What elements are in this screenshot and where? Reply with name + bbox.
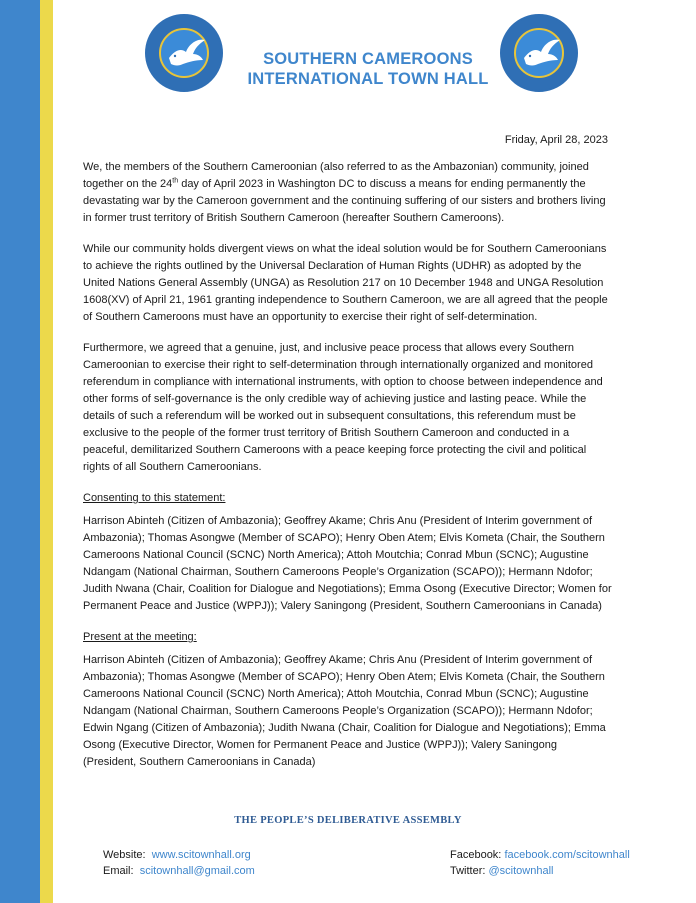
consenting-names: Harrison Abinteh (Citizen of Ambazonia); Geoffrey Akame; Chris Anu (President of Interim government of Ambazonia); Thomas Asongwe (Member of SCAPO); Henry Oben Atem; Elvis Kometa (Chair, the Southern Cameroons National Council (SCNC) North America); Attoh Moutchia; Conrad Mbun (SCNC); Augustine Ndangam (National Chairman, Southern Cameroons People’s Organization (SCAPO)); Hermann Ndofor; Judith Nwana (Chair, Coalition for Dialogue and Negotiations); Emma Osong (Executive Director; Women for Permanent Peace and Justice (WPPJ)); Valery Saningong (President, Southern Cameroonians in Canada) bbox=[83, 515, 612, 612]
paragraph-intro-text-cont: day of April 2023 in Washington DC to discuss a means for ending permanently the devastating war by the Cameroon government and the continuing suffering of our sisters and brothers living in former trust territory of British Southern Cameroon (hereafter Southern Cameroons). bbox=[83, 178, 606, 224]
org-title-line2: INTERNATIONAL TOWN HALL bbox=[247, 70, 489, 88]
twitter-link[interactable]: @scitownhall bbox=[488, 865, 554, 877]
paragraph-rights: While our community holds divergent views on what the ideal solution would be for Southern Cameroonians to achieve the rights outlined by the Universal Declaration of Human Rights (UDHR) as adopted by the United Nations General Assembly (UNGA) as Resolution 217 on 10 December 1948 and UNGA Resolution 1608(XV) of April 21, 1961 granting independence to Southern Cameroon, we are all agreed that the people of Southern Cameroons must have an opportunity to exercise their right of self-determination. bbox=[83, 243, 608, 323]
paragraph-intro bbox=[83, 159, 613, 227]
contact-left bbox=[103, 847, 255, 879]
dove-icon bbox=[161, 28, 211, 78]
email-link[interactable]: scitownhall@gmail.com bbox=[139, 865, 255, 877]
website-label: Website: bbox=[103, 849, 146, 861]
present-heading: Present at the meeting: bbox=[83, 631, 197, 643]
present-names: Harrison Abinteh (Citizen of Ambazonia); Geoffrey Akame; Chris Anu (President of Interim government of Ambazonia); Thomas Asongwe (Member of SCAPO); Henry Oben Atem; Elvis Kometa (Chair, the Southern Cameroons National Council (SCNC) North America); Attoh Moutchia, Conrad Mbun (SCNC); Augustine Ndangam (National Chairman, Southern Cameroons People’s Organization (SCAPO)); Hermann Ndofor; Edwin Ngang (Citizen of Ambazonia); Judith Nwana (Chair, Coalition for Dialogue and Negotiations); Emma Osong (Executive Director, Women for Permanent Peace and Justice (WPPJ)); Valery Saningong (President, Southern Cameroonians in Canada) bbox=[83, 654, 606, 768]
left-blue-stripe bbox=[0, 0, 40, 903]
left-yellow-stripe bbox=[40, 0, 53, 903]
website-link[interactable]: www.scitownhall.org bbox=[151, 849, 251, 861]
org-title bbox=[238, 49, 498, 89]
consenting-heading: Consenting to this statement: bbox=[83, 492, 226, 504]
statement-body bbox=[83, 159, 613, 785]
email-label: Email: bbox=[103, 865, 134, 877]
dove-seal-logo-right bbox=[500, 14, 578, 92]
dove-seal-logo-left bbox=[145, 14, 223, 92]
paragraph-intro-text: We, the members of the Southern Cameroonian (also referred to as the Ambazonian) community, joined together on the 24 bbox=[83, 161, 589, 190]
facebook-label: Facebook: bbox=[450, 849, 502, 861]
twitter-label: Twitter: bbox=[450, 865, 486, 877]
assembly-title: THE PEOPLE’S DELIBERATIVE ASSEMBLY bbox=[234, 815, 462, 826]
contact-right bbox=[450, 847, 630, 879]
statement-date: Friday, April 28, 2023 bbox=[504, 134, 608, 146]
org-title-line1: SOUTHERN CAMEROONS bbox=[263, 50, 473, 68]
paragraph-referendum: Furthermore, we agreed that a genuine, just, and inclusive peace process that allows every Southern Cameroonian to exercise their right to self-determination through internationally organized and monitored referendum in compliance with international instruments, with option to choose between independence and other forms of self-governance is the only credible way of achieving justice and lasting peace. While the details of such a referendum will be worked out in subsequent consultations, this referendum must be exclusive to the people of the former trust territory of British Southern Cameroon and conducted in a peaceful, demilitarized Southern Cameroons with a peace keeping force protecting the civil and political rights of all Southern Cameroonians. bbox=[83, 342, 603, 473]
dove-icon bbox=[516, 28, 566, 78]
ordinal-suffix: th bbox=[172, 177, 179, 185]
facebook-link[interactable]: facebook.com/scitownhall bbox=[504, 849, 630, 861]
